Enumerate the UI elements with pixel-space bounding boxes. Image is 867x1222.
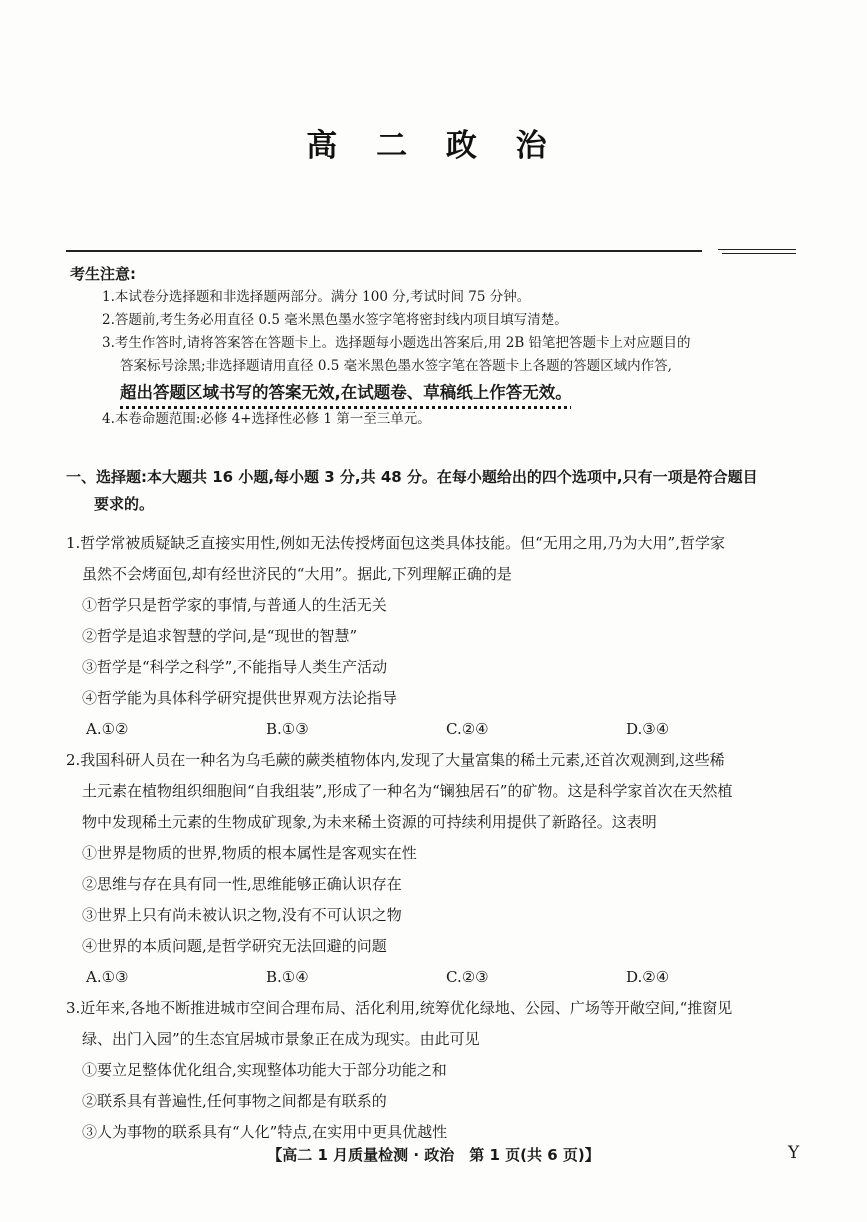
section-heading — [66, 464, 806, 518]
choice-b: B.①④ — [266, 968, 309, 986]
notice-item-1: 1.本试卷分选择题和非选择题两部分。满分 100 分,考试时间 75 分钟。 — [102, 289, 531, 305]
statement-3: ③哲学是“科学之科学”,不能指导人类生产活动 — [82, 658, 388, 676]
choice-c: C.②④ — [446, 720, 489, 738]
header-divider-double-top — [718, 249, 796, 250]
choice-d: D.③④ — [626, 720, 670, 738]
page-footer: 【高二 1 月质量检测 · 政治 第 1 页(共 6 页)】 — [267, 1146, 600, 1164]
statement-3: ③人为事物的联系具有“人化”特点,在实用中更具优越性 — [82, 1123, 448, 1141]
statement-2: ②思维与存在具有同一性,思维能够正确认识存在 — [82, 875, 402, 893]
header-divider-double-bottom — [722, 253, 796, 254]
notice-item-3: 3.考生作答时,请将答案答在答题卡上。选择题每小题选出答案后,用 2B 铅笔把答题卡上对应题目的 — [102, 335, 691, 351]
version-mark: Y — [788, 1143, 800, 1163]
statement-1: ①要立足整体优化组合,实现整体功能大于部分功能之和 — [82, 1061, 447, 1079]
statement-2: ②联系具有普遍性,任何事物之间都是有联系的 — [82, 1092, 387, 1110]
choice-c: C.②③ — [446, 968, 489, 986]
question-stem-continued: 土元素在植物组织细胞间“自我组装”,形成了一种名为“镧独居石”的矿物。这是科学家首次在天然植 — [82, 782, 733, 800]
statement-2: ②哲学是追求智慧的学问,是“现世的智慧” — [82, 627, 358, 645]
question-stem: 3.近年来,各地不断推进城市空间合理布局、活化利用,统筹优化绿地、公园、广场等开敞空间,“推窗见 — [66, 999, 733, 1017]
statement-4: ④哲学能为具体科学研究提供世界观方法论指导 — [82, 689, 398, 707]
question-stem-continued: 物中发现稀土元素的生物成矿现象,为未来稀土资源的可持续利用提供了新路径。这表明 — [82, 813, 657, 831]
notice-item-3-continued: 答案标号涂黑;非选择题请用直径 0.5 毫米黑色墨水签字笔在答题卡上各题的答题区域内作答, — [120, 358, 672, 374]
choice-b: B.①③ — [266, 720, 309, 738]
section-heading-line-2: 要求的。 — [94, 495, 155, 513]
notice-item-3-emphasis: 超出答题区域书写的答案无效,在试题卷、草稿纸上作答无效。 — [120, 383, 572, 402]
notice-heading: 考生注意: — [70, 265, 136, 283]
statement-4: ④世界的本质问题,是哲学研究无法回避的问题 — [82, 937, 387, 955]
question-stem: 2.我国科研人员在一种名为乌毛蕨的蕨类植物体内,发现了大量富集的稀土元素,还首次观测到,这些稀 — [66, 751, 725, 769]
choice-a: A.①③ — [86, 968, 129, 986]
notice-list — [102, 286, 802, 431]
question-3 — [66, 993, 806, 1148]
question-stem-continued: 绿、出门入园”的生态宜居城市景象正在成为现实。由此可见 — [82, 1030, 480, 1048]
question-stem-continued: 虽然不会烤面包,却有经世济民的“大用”。据此,下列理解正确的是 — [82, 565, 512, 583]
question-2 — [66, 745, 806, 993]
statement-1: ①哲学只是哲学家的事情,与普通人的生活无关 — [82, 596, 387, 614]
choice-d: D.②④ — [626, 968, 670, 986]
notice-item-4: 4.本卷命题范围:必修 4+选择性必修 1 第一至三单元。 — [102, 411, 431, 427]
question-list — [66, 528, 806, 1148]
statement-1: ①世界是物质的世界,物质的根本属性是客观实在性 — [82, 844, 417, 862]
question-stem: 1.哲学常被质疑缺乏直接实用性,例如无法传授烤面包这类具体技能。但“无用之用,乃为大用”,哲学家 — [66, 534, 725, 552]
answer-choices — [66, 714, 806, 745]
header-divider — [66, 250, 702, 252]
notice-item-2: 2.答题前,考生务必用直径 0.5 毫米黑色墨水签字笔将密封线内项目填写清楚。 — [102, 312, 568, 328]
question-1 — [66, 528, 806, 745]
choice-a: A.①② — [86, 720, 129, 738]
answer-choices — [66, 962, 806, 993]
page-title: 高 二 政 治 — [306, 128, 561, 164]
section-heading-line-1: 一、选择题:本大题共 16 小题,每小题 3 分,共 48 分。在每小题给出的四个选项中,只有一项是符合题目 — [66, 468, 758, 486]
statement-3: ③世界上只有尚未被认识之物,没有不可认识之物 — [82, 906, 402, 924]
